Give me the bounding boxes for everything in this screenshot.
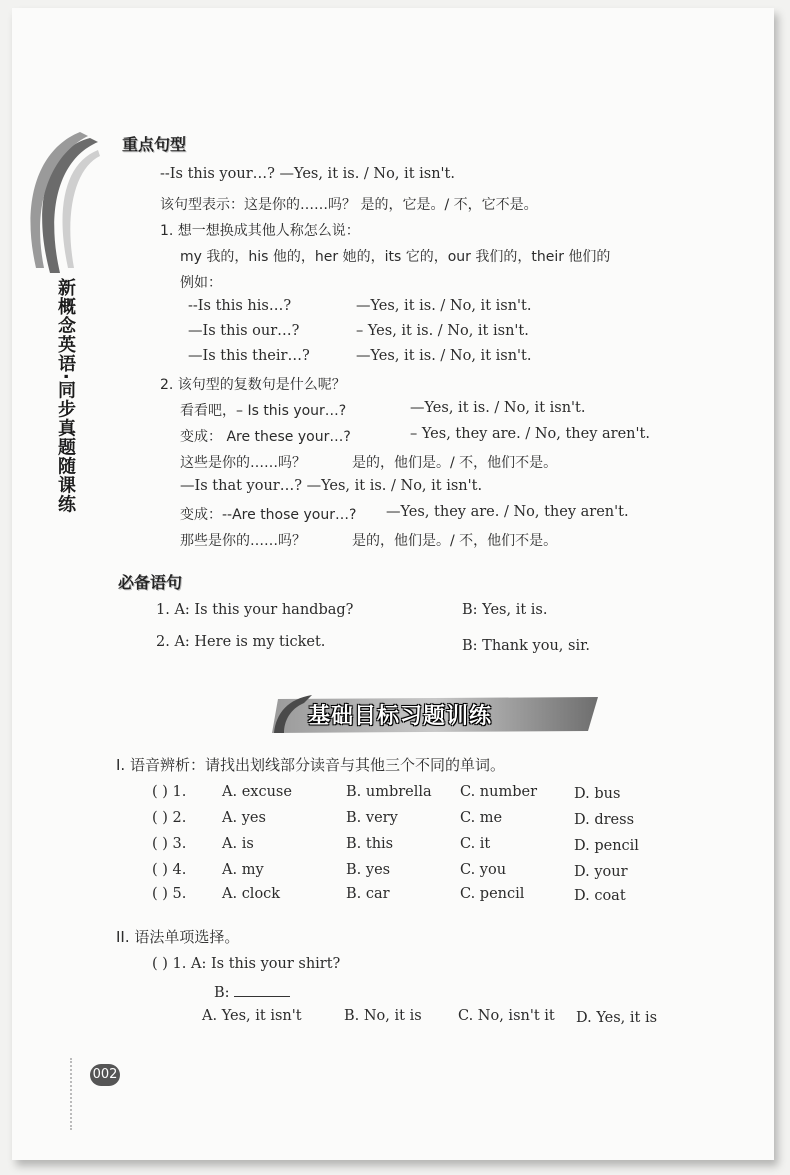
exercise-banner [268, 693, 604, 735]
option-a: A. clock [222, 886, 281, 902]
example-answer: —Yes, it is. / No, it isn't. [356, 348, 532, 364]
answer-line [214, 982, 290, 1001]
option-c: C. it [460, 836, 491, 852]
plural-line-1b: —Yes, it is. / No, it isn't. [410, 400, 586, 416]
plural-line-1a: 看看吧，– Is this your…? [180, 403, 347, 419]
option-c: C. you [460, 862, 507, 878]
item-number: ( ) 2. [152, 810, 187, 826]
option-a: A. excuse [222, 784, 292, 800]
option-c: C. number [460, 784, 538, 800]
option-c: C. No, isn't it [458, 1008, 555, 1024]
plural-line-6a: 那些是你的……吗？ [180, 533, 306, 549]
option-a: A. is [222, 836, 254, 852]
part1-title: I. 语音辨析：请找出划线部分读音与其他三个不同的单词。 [116, 756, 505, 774]
option-b: B. umbrella [346, 784, 432, 800]
page-number: 002 [90, 1064, 120, 1086]
example-question: —Is this our…? [188, 323, 300, 339]
swoosh-decoration [20, 128, 100, 278]
item-number: ( ) 4. [152, 862, 187, 878]
answer-blank[interactable] [234, 982, 290, 997]
example-answer: —Yes, it is. / No, it isn't. [356, 298, 532, 314]
option-d: D. pencil [574, 838, 639, 854]
example-question: --Is this his…? [188, 298, 292, 314]
plural-line-3b: 是的，他们是。/ 不，他们不是。 [352, 455, 558, 471]
b-label: B: [214, 985, 230, 1001]
side-book-title: 新概念英语·同步真题随课练 [55, 278, 76, 514]
option-a: A. yes [222, 810, 266, 826]
essential-line-a: 1. A: Is this your handbag? [156, 602, 354, 618]
option-b: B. car [346, 886, 390, 902]
question-1: 1. 想一想换成其他人称怎么说： [160, 223, 360, 239]
item-number: ( ) 1. [152, 784, 187, 800]
plural-line-5a: 变成：--Are those your…? [180, 507, 357, 523]
option-d: D. coat [574, 888, 626, 904]
option-b: B. this [346, 836, 394, 852]
plural-line-2b: – Yes, they are. / No, they aren't. [410, 426, 650, 442]
option-a: A. my [222, 862, 264, 878]
option-b: B. very [346, 810, 398, 826]
option-d: D. bus [574, 786, 621, 802]
option-d: D. your [574, 864, 628, 880]
pattern-line: --Is this your…? —Yes, it is. / No, it isn't. [160, 166, 455, 182]
plural-line-6b: 是的，他们是。/ 不，他们不是。 [352, 533, 558, 549]
plural-line-2a: 变成： Are these your…? [180, 429, 351, 445]
option-d: D. Yes, it is [576, 1010, 658, 1026]
essential-line-b: B: Yes, it is. [462, 602, 548, 618]
pronoun-list: my 我的，his 他的，her 她的，its 它的，our 我们的，their 他们的 [180, 249, 611, 265]
key-patterns-heading: 重点句型 [122, 135, 187, 154]
plural-line-4: —Is that your…? —Yes, it is. / No, it isn't. [180, 478, 483, 494]
option-a: A. Yes, it isn't [202, 1008, 302, 1024]
example-question: —Is this their…? [188, 348, 310, 364]
pattern-meaning: 该句型表示：这是你的……吗？ 是的，它是。/ 不，它不是。 [160, 197, 538, 213]
essential-line-b: B: Thank you, sir. [462, 638, 591, 654]
footer-dotted-line [70, 1058, 72, 1130]
item-number: ( ) 5. [152, 886, 187, 902]
example-answer: – Yes, it is. / No, it isn't. [356, 323, 529, 339]
item-number: ( ) 3. [152, 836, 187, 852]
part2-title: II. 语法单项选择。 [116, 928, 240, 946]
option-c: C. pencil [460, 886, 525, 902]
option-b: B. yes [346, 862, 391, 878]
plural-line-3a: 这些是你的……吗？ [180, 455, 306, 471]
example-label: 例如： [180, 275, 222, 291]
question-2: 2. 该句型的复数句是什么呢？ [160, 377, 346, 393]
textbook-page [12, 8, 774, 1160]
essential-line-a: 2. A: Here is my ticket. [156, 634, 326, 650]
part2-question-1: ( ) 1. A: Is this your shirt? [152, 956, 341, 972]
option-d: D. dress [574, 812, 635, 828]
option-c: C. me [460, 810, 503, 826]
plural-line-5b: —Yes, they are. / No, they aren't. [386, 504, 629, 520]
banner-title: 基础目标习题训练 [308, 704, 493, 729]
essential-sentences-heading: 必备语句 [118, 573, 183, 592]
option-b: B. No, it is [344, 1008, 422, 1024]
